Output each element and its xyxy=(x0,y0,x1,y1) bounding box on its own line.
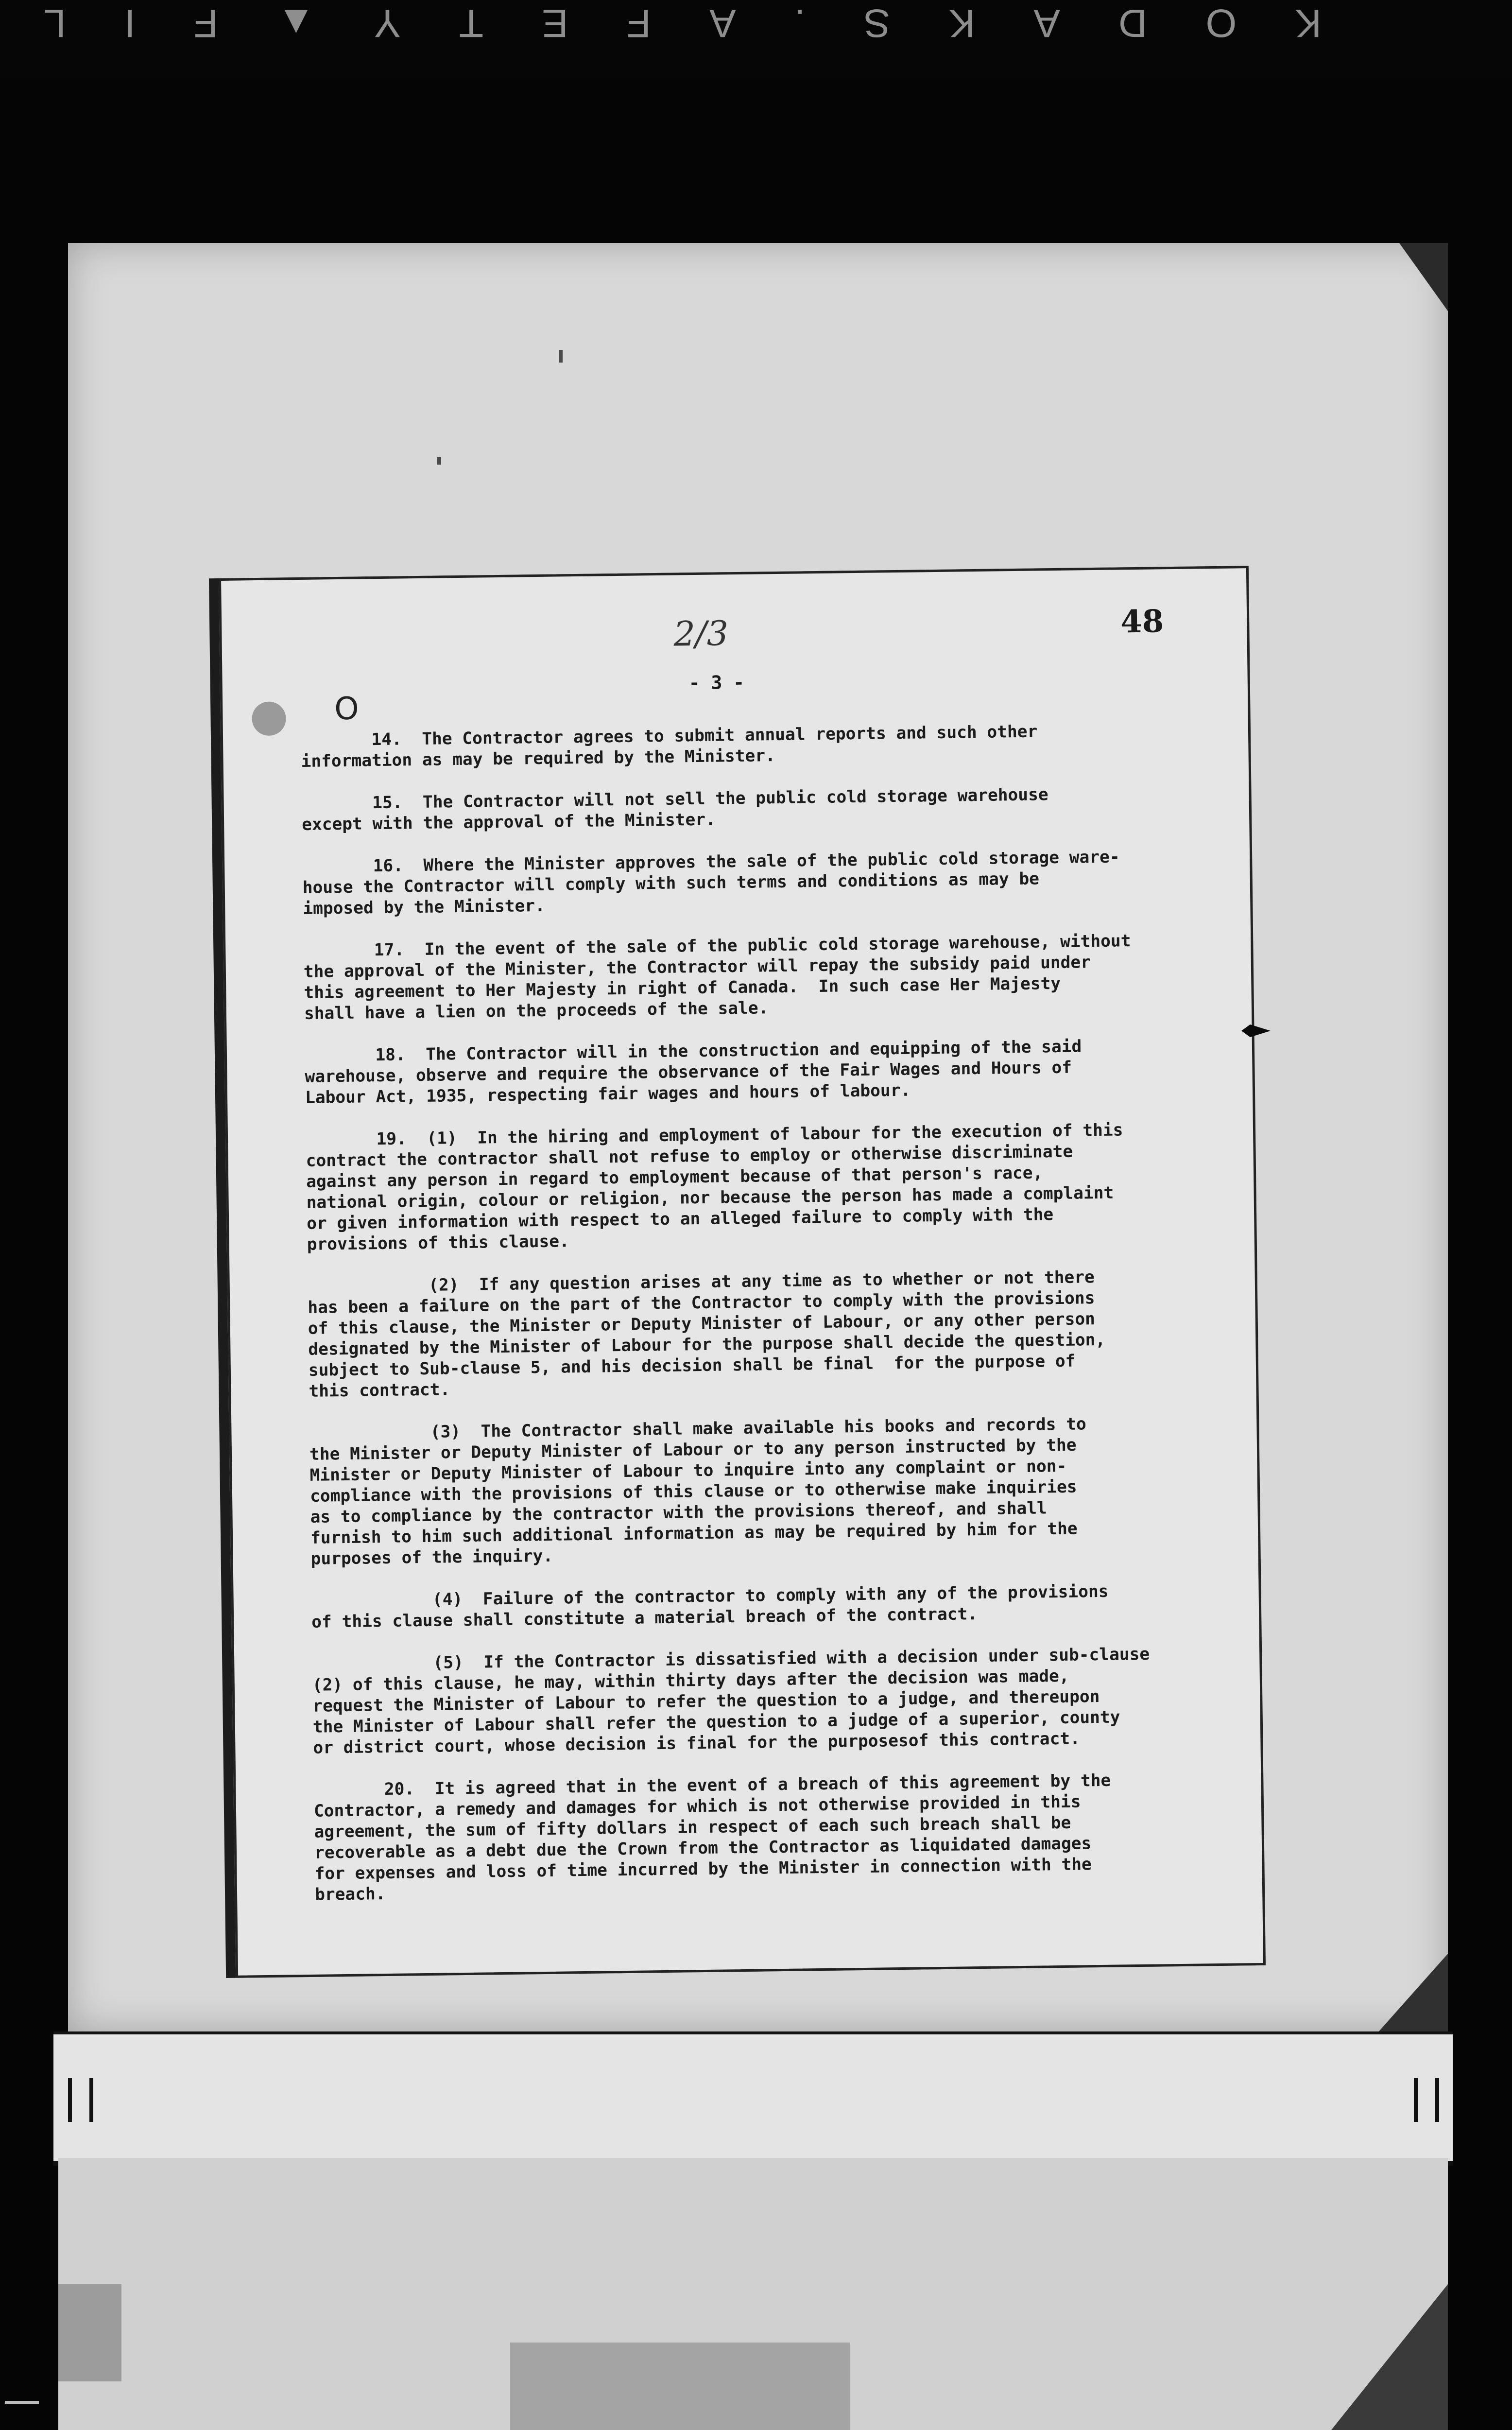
board-speck xyxy=(437,457,441,465)
paragraph-19-4: (4) Failure of the contractor to comply with any of the provisions of this clause shall constitute a material breach of the contract. xyxy=(311,1581,1109,1632)
paragraph-17: 17. In the event of the sale of the public cold storage warehouse, without the approval of the Minister, the Contractor will repay the subsidy paid under this agreement to Her Majesty in right of Canada. In such case Her Majesty shall have a lien on the proceeds of the sale. xyxy=(303,931,1131,1024)
document-sheet xyxy=(219,566,1266,1978)
film-edge xyxy=(0,0,1512,78)
paragraph-16: 16. Where the Minister approves the sale of the public cold storage ware- house the Contractor will comply with such terms and conditions as may be imposed by the Minister. xyxy=(302,847,1120,919)
document-body xyxy=(301,719,1238,1927)
film-letter: K xyxy=(948,1,976,45)
film-letter: ▲ xyxy=(276,1,316,45)
paragraph-15: 15. The Contractor will not sell the public cold storage warehouse except with the approval of the Minister. xyxy=(301,785,1048,834)
handwritten-page-mark: 2/3 xyxy=(673,613,729,654)
film-letter: S xyxy=(863,1,891,45)
film-letter: T xyxy=(459,1,483,45)
punch-hole xyxy=(252,701,286,736)
film-letter: D xyxy=(1118,1,1148,45)
film-mark xyxy=(5,2401,39,2404)
film-letter: L xyxy=(44,1,66,45)
film-letter: Y xyxy=(374,1,401,45)
film-letter: F xyxy=(193,1,218,45)
film-letter: F xyxy=(626,1,651,45)
clip-mark xyxy=(1414,2078,1439,2122)
paragraph-18: 18. The Contractor will in the construction and equipping of the said warehouse, observe and require the observance of the Fair Wages and Hours of Labour Act, 1935, respecting fair wages and hours of labour. xyxy=(304,1037,1082,1108)
tape-piece xyxy=(510,2343,850,2430)
page-number-stamp: 48 xyxy=(1120,603,1164,641)
film-letter: E xyxy=(542,1,568,45)
film-letter: A xyxy=(709,1,736,45)
paragraph-19-2: (2) If any question arises at any time as to whether or not there has been a failure on the part of the Contractor to comply with the provisions of this clause, the Minister or Deputy Minister of Labour, or any other person designated by the Minister of Labour for the purpose shall decide the question, subject to Sub-clause 5, and his decision shall be final for the purpose of this contract. xyxy=(307,1267,1106,1401)
board-speck xyxy=(559,350,563,363)
punch-hole-letter: O xyxy=(334,691,360,728)
paragraph-20: 20. It is agreed that in the event of a breach of this agreement by the Contractor, a remedy and damages for which is not otherwise provided in this agreement, the sum of fifty dollars in respect of each such breach shall be recoverable as a debt due the Crown from the Contractor as liquidated damages for expenses and loss of time incurred by the Minister in connection with the breach. xyxy=(313,1770,1111,1905)
page-number: - 3 - xyxy=(688,671,745,694)
clip-mark xyxy=(68,2078,93,2122)
paragraph-19-1: 19. (1) In the hiring and employment of labour for the execution of this contract the contractor shall not refuse to employ or otherwise discriminate against any person in regard to employment because of that person's race, national origin, colour or religion, nor because the person has made a complaint or given information with respect to an alleged failure to comply with the provisions of this clause. xyxy=(305,1120,1123,1254)
tape-piece xyxy=(58,2284,121,2381)
binder-clip-bar xyxy=(53,2031,1453,2166)
paragraph-14: 14. The Contractor agrees to submit annual reports and such other information as may be required by the Minister. xyxy=(300,722,1038,771)
film-letter: . xyxy=(794,1,806,45)
paragraph-19-3: (3) The Contractor shall make available his books and records to the Minister or Deputy Minister of Labour or to any person instructed by the Minister or Deputy Minister of Labour to inquire into any complaint or non- compliance with the provisions of this clause or to otherwise make inquiries as to compliance by the contractor with the provisions thereof, and shall furnish to him such additional information as may be required by him for the purposes of the inquiry. xyxy=(309,1414,1086,1569)
film-edge-text xyxy=(44,0,1322,46)
film-letter: A xyxy=(1033,1,1060,45)
film-letter: O xyxy=(1205,1,1237,45)
film-letter: K xyxy=(1295,1,1322,45)
film-letter: I xyxy=(124,1,136,45)
paragraph-19-5: (5) If the Contractor is dissatisfied with a decision under sub-clause (2) of this clause, he may, within thirty days after the decision was made, request the Minister of Labour to refer the question to a judge, and thereupon the Minister of Labour shall refer the question to a judge of a superior, county or district court, whose decision is final for the purposesof this contract. xyxy=(312,1644,1150,1758)
